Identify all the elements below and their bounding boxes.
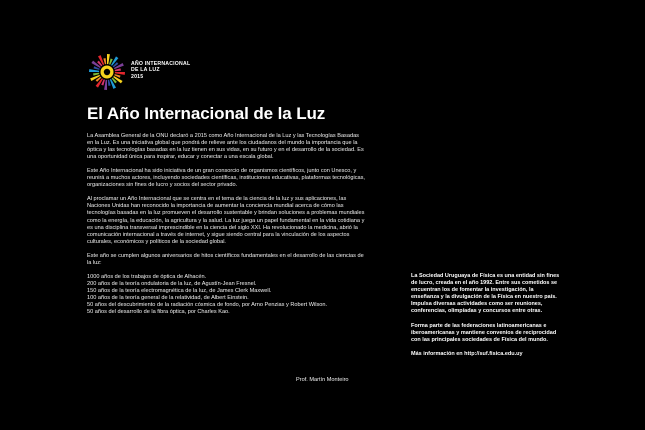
page-title: El Año Internacional de la Luz [87,104,326,123]
logo-ray [89,69,99,72]
main-article [87,133,365,316]
anniversary-list [87,274,365,317]
logo-line-3: 2015 [131,73,144,80]
logo-center [104,69,110,75]
sidebar-federations: Forma parte de las federaciones latinoamericanas e iberoamericanas y mantiene convenios de reciprocidad con las principales sociedades de Física del mundo. [411,322,557,343]
paragraph-intro: La Asamblea General de la ONU declaró a 2015 como Año Internacional de la Luz y las Tecnologías Basadas en la Luz. Es una iniciativa global que pondrá de relieve ante los ciudadanos del mundo la importancia que la óptica y las tecnologías basadas en la luz tienen en sus vidas, en su futuro y en el desarrollo de la sociedad. Es una oportunidad única para inspirar, educar y conectar a una escala global. [87,133,364,161]
logo-ray [115,72,125,75]
paragraph-consortium: Este Año Internacional ha sido iniciativa de un gran consorcio de organismos científicos, junto con Unesco, y reunirá a muchos actores, incluyendo sociedades científicas, instituciones educativas, plataformas tecnológicas, organizaciones sin fines de lucro y socios del sector privado. [87,168,365,189]
logo-ray [108,80,111,86]
logo-ray [103,58,106,64]
logo-text [131,61,190,80]
logo-ray [104,80,107,90]
list-item: 1000 años de los trabajos de óptica de Alhacén. [87,273,207,280]
list-item: 50 años del desarrollo de la fibra óptica, por Charles Kao. [87,309,230,316]
paragraph-importance: Al proclamar un Año Internacional que se centra en el tema de la ciencia de la luz y sus aplicaciones, las Naciones Unidas han reconocido la importancia de aumentar la conciencia mundial acerca de cómo las tecnologías basadas en la luz promueven el desarrollo sustentable y brindan soluciones a problemas mundiales como la energía, la educación, la agricultura y la salud. La luz juega un papel fundamental en la vida cotidiana y es una disciplina transversal imprescindible en la ciencia del siglo XXI. Ha revolucionado la medicina, abrió la comunicación internacional a través de internet, y sigue siendo central para la vinculación de los aspectos culturales, económicos y políticos de la sociedad global. [87,196,365,246]
logo-ray [107,54,110,64]
logo-ray [115,68,121,71]
list-item: 150 años de la teoría electromagnética de la luz, de James Clerk Maxwell. [87,287,272,294]
list-item: 200 años de la teoría ondulatoria de la luz, de Agustín-Jean Fresnel. [87,280,257,287]
list-item: 50 años del descubrimiento de la radiación cósmica de fondo, por Arno Penzias y Robert Wilson. [87,302,328,309]
sun-rays-logo-icon [87,52,127,92]
sidebar-info [411,273,563,365]
sidebar-about: La Sociedad Uruguaya de Física es una entidad sin fines de lucro, creada en el año 1992. Entre sus cometidos se encuentran los de fomentar la investigación, la enseñanza y la divulgación de la Física en nuestro país. Impulsa diversas actividades como ser reuniones, conferencias, olimpíadas y concursos entre otras. [411,273,560,315]
logo-ray [93,73,99,76]
paragraph-anniversaries-intro: Este año se cumplen algunos aniversarios de hitos científicos fundamentales en el desarrollo de las ciencias de la luz: [87,252,364,266]
list-item: 100 años de la teoría general de la relatividad, de Albert Einstein. [87,294,249,301]
sidebar-more-info: Más información en http://suf.fisica.edu.uy [411,350,523,357]
logo-line-1: AÑO INTERNACIONAL [131,61,191,67]
author-signature: Prof. Martín Monteiro [296,377,349,383]
logo-line-2: DE LA LUZ [131,67,160,74]
